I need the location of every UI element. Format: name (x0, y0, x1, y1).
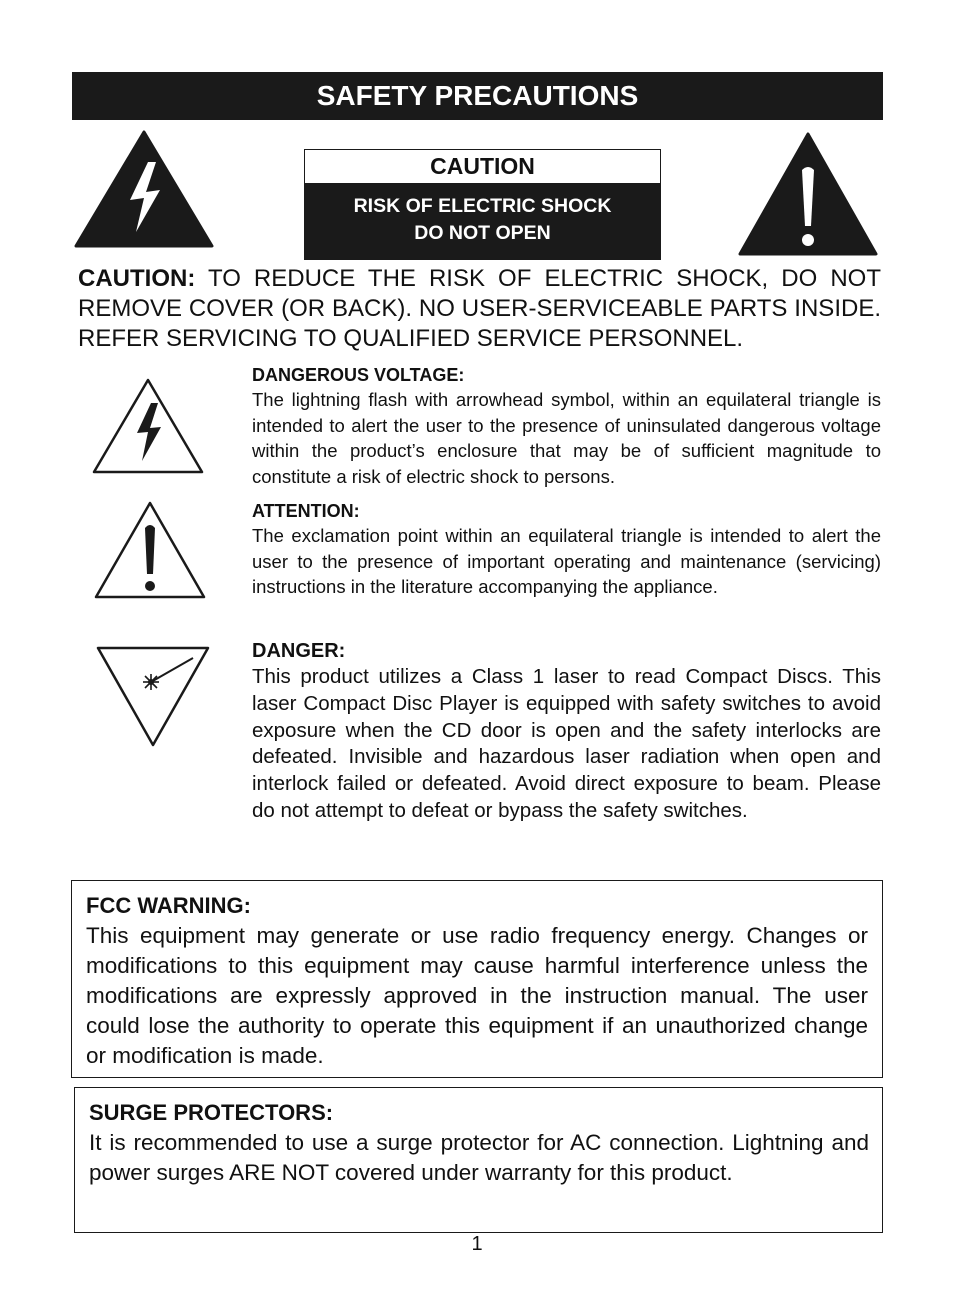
page-title: SAFETY PRECAUTIONS (72, 72, 883, 120)
symbol-dangerous-voltage (252, 363, 881, 489)
exclamation-warning-icon (738, 130, 878, 256)
surge-protectors-box (74, 1087, 883, 1233)
caution-label-line2: DO NOT OPEN (414, 222, 551, 244)
symbol-description: The exclamation point within an equilateral triangle is intended to alert the user to the presence of important operating and maintenance (servicing) instructions in the literature accompanying the appliance. (252, 525, 881, 597)
symbol-attention (252, 499, 881, 600)
caution-statement-lead: CAUTION: (78, 265, 196, 292)
fcc-warning-heading: FCC WARNING: (86, 893, 251, 918)
symbol-heading: DANGER: (252, 640, 346, 662)
symbol-danger (252, 638, 881, 825)
symbol-heading: DANGEROUS VOLTAGE: (252, 365, 465, 385)
symbol-description: The lightning flash with arrowhead symbol, within an equilateral triangle is intended to alert the user to the presence of uninsulated dangerous voltage within the product’s enclosure that may be of sufficient magnitude to constitute a risk of electric shock to persons. (252, 389, 881, 487)
caution-statement (78, 264, 881, 354)
caution-label-line1: RISK OF ELECTRIC SHOCK (353, 195, 612, 217)
fcc-warning-text: This equipment may generate or use radio frequency energy. Changes or modifications to this equipment may cause harmful interference unless the modifications are expressly approved in the instruction manual. The user could lose the authority to operate this equipment if an unauthorized change or modification is made. (86, 923, 868, 1068)
symbol-heading: ATTENTION: (252, 501, 360, 521)
caution-statement-text: TO REDUCE THE RISK OF ELECTRIC SHOCK, DO NOT REMOVE COVER (OR BACK). NO USER-SERVICEABLE PARTS INSIDE. REFER SERVICING TO QUALIFIED SERVICE PERSONNEL. (78, 265, 882, 352)
lightning-warning-icon (74, 128, 214, 248)
exclamation-triangle-icon (93, 500, 207, 600)
caution-label (304, 149, 661, 260)
symbol-description: This product utilizes a Class 1 laser to read Compact Discs. This laser Compact Disc Player is equipped with safety switches to avoid exposure when the CD door is open and the safety interlocks are defeated. Invisible and hazardous laser radiation when open and interlock failed or defeated. Avoid direct exposure to beam. Please do not attempt to defeat or bypass the safety switches. (252, 665, 881, 822)
caution-label-body (305, 183, 660, 259)
fcc-warning-box (71, 880, 883, 1078)
caution-label-head: CAUTION (305, 150, 660, 183)
surge-protectors-text: It is recommended to use a surge protector for AC connection. Lightning and power surges ARE NOT covered under warranty for this product. (89, 1130, 869, 1185)
laser-triangle-icon (95, 644, 211, 748)
lightning-triangle-icon (91, 377, 205, 475)
surge-protectors-heading: SURGE PROTECTORS: (89, 1100, 334, 1125)
page-number: 1 (471, 1233, 483, 1255)
